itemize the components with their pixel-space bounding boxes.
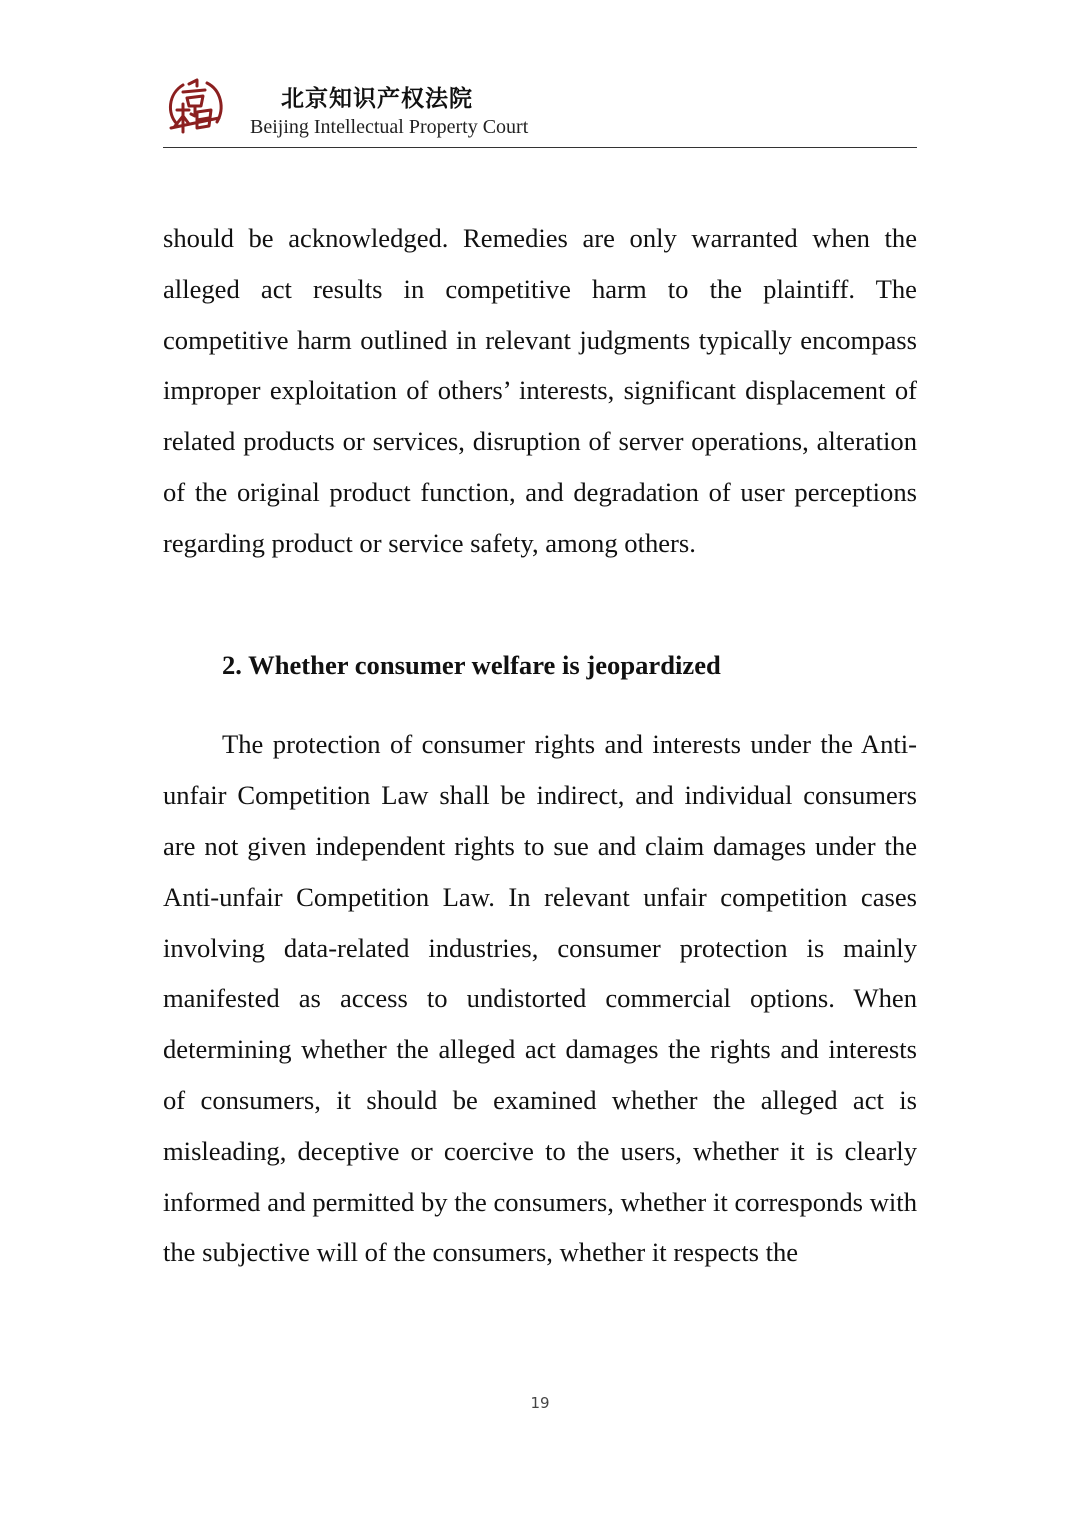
header-divider [163,147,917,148]
court-logo-icon [163,76,227,140]
document-body [163,213,917,1278]
body-paragraph-1: should be acknowledged. Remedies are only warranted when the alleged act results in competitive harm to the plaintiff. The competitive harm outlined in relevant judgments typically encompass improper exploitation of others’ interests, significant displacement of related products or services, disruption of server operations, alteration of the original product function, and degradation of user perceptions regarding product or service safety, among others. [163,223,917,558]
body-paragraph-2: The protection of consumer rights and interests under the Anti-unfair Competition Law shall be indirect, and individual consumers are not given independent rights to sue and claim damages under the Anti-unfair Competition Law. In relevant unfair competition cases involving data-related industries, consumer protection is mainly manifested as access to undistorted commercial options. When determining whether the alleged act damages the rights and interests of consumers, it should be examined whether the alleged act is misleading, deceptive or coercive to the users, whether it is clearly informed and permitted by the consumers, whether it corresponds with the subjective will of the consumers, whether it respects the [163,729,917,1268]
page-number: 19 [530,1394,550,1412]
court-name-english: Beijing Intellectual Property Court [250,116,529,138]
section-heading: 2. Whether consumer welfare is jeopardized [222,649,721,680]
page-header [163,74,917,148]
court-name-chinese: 北京知识产权法院 [281,86,473,112]
